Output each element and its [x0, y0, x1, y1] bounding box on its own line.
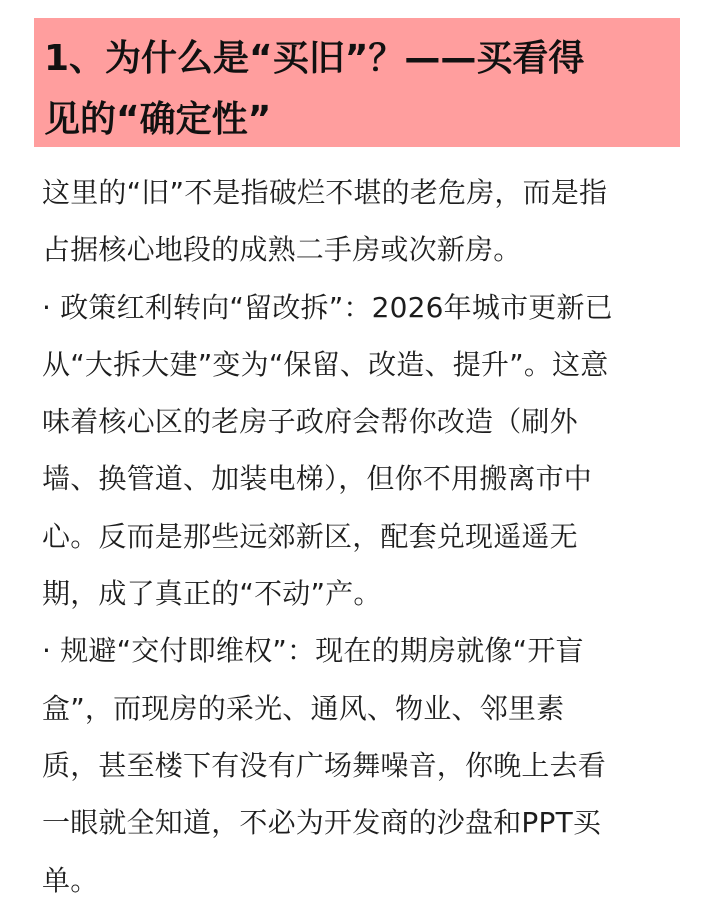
heading-line: 见的“确定性” — [44, 99, 272, 140]
body-paragraph-line: 占据核心地段的成熟二手房或次新房。 — [42, 233, 522, 267]
heading-line: 1、为什么是“买旧”？——买看得 — [44, 38, 585, 79]
bullet-delivery-line: · 规避“交付即维权”：现在的期房就像“开盲 — [42, 634, 584, 668]
body-paragraph-line: 质，甚至楼下有没有广场舞噪音，你晚上去看 — [42, 748, 607, 782]
article-body — [42, 164, 682, 909]
body-paragraph-line: 盒”，而现房的采光、通风、物业、邻里素 — [42, 691, 565, 725]
bullet-policy-line: · 政策红利转向“留改拆”：2026年城市更新已 — [42, 290, 613, 324]
body-paragraph-line: 墙、换管道、加装电梯），但你不用搬离市中 — [42, 462, 593, 496]
body-paragraph-line: 期，成了真正的“不动”产。 — [42, 577, 382, 611]
section-heading — [34, 18, 680, 147]
body-paragraph-line: 味着核心区的老房子政府会帮你改造（刷外 — [42, 405, 578, 439]
body-paragraph-line: 心。反而是那些远郊新区，配套兑现遥遥无 — [42, 519, 578, 553]
body-paragraph-line: 这里的“旧”不是指破烂不堪的老危房，而是指 — [42, 176, 608, 209]
body-paragraph-line: 单。 — [42, 863, 99, 897]
body-paragraph-line: 从“大拆大建”变为“保留、改造、提升”。这意 — [42, 347, 609, 381]
body-paragraph-line: 一眼就全知道，不必为开发商的沙盘和PPT买 — [42, 806, 602, 840]
